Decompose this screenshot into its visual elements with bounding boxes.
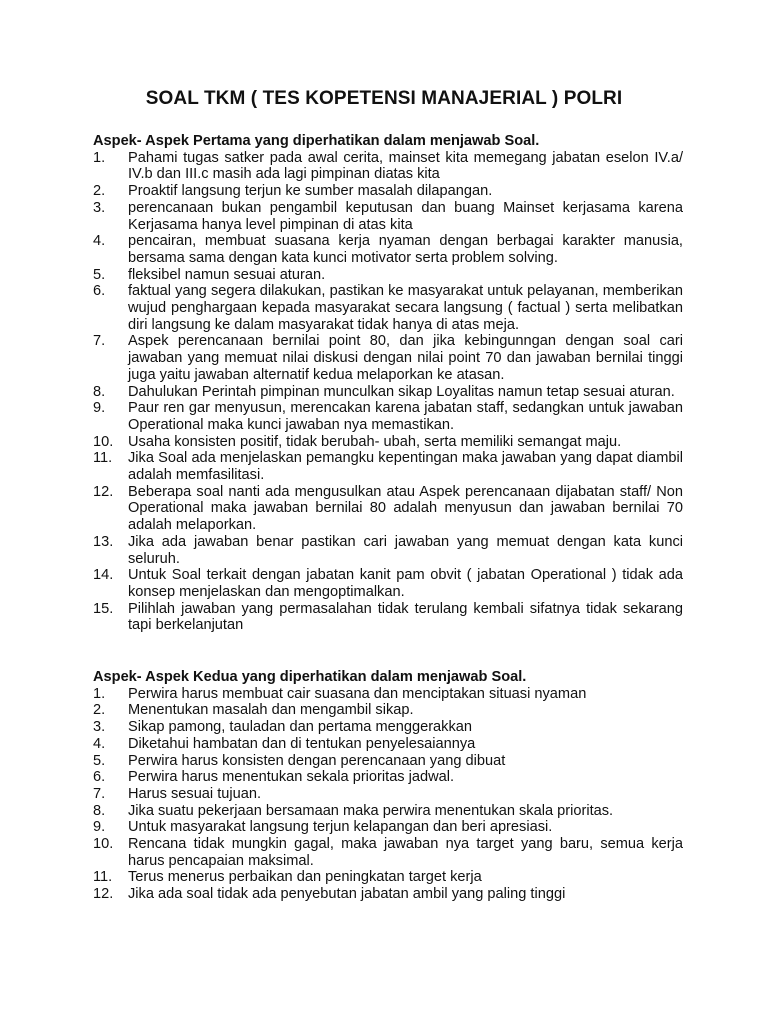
list-item-text: Pilihlah jawaban yang permasalahan tidak terulang kembali sifatnya tidak sekarang tapi berkelanjutan [128,600,683,634]
list-item-number: 13. [93,533,114,550]
numbered-list [93,686,683,903]
list-item [93,769,683,786]
list-item-number: 6. [93,769,106,786]
list-item-number: 4. [93,735,106,752]
list-item-number: 2. [93,183,106,200]
list-item-number: 9. [93,819,106,836]
list-item-text: Perwira harus konsisten dengan perencanaan yang dibuat [128,752,506,769]
list-item-number: 4. [93,233,106,250]
list-item [93,233,683,266]
list-item-number: 1. [93,149,106,166]
list-item [93,786,683,803]
list-item-text: Dahulukan Perintah pimpinan munculkan sikap Loyalitas namun tetap sesuai aturan. [128,383,675,400]
list-item-text: Terus menerus perbaikan dan peningkatan target kerja [128,869,482,886]
list-item [93,736,683,753]
list-item-number: 3. [93,199,106,216]
list-item-number: 14. [93,567,114,584]
list-item-number: 5. [93,266,106,283]
list-item [93,719,683,736]
list-item-text: Pahami tugas satker pada awal cerita, mainset kita memegang jabatan eselon IV.a/ IV.b dan III.c masih ada lagi pimpinan diatas kita [128,149,683,183]
list-item-number: 2. [93,702,106,719]
list-item [93,702,683,719]
list-item-text: Sikap pamong, tauladan dan pertama menggerakkan [128,719,472,736]
list-item-text: Paur ren gar menyusun, merencakan karena jabatan staff, sedangkan untuk jawaban Operational maka kunci jawaban nya memastikan. [128,400,683,433]
list-item-text: Jika Soal ada menjelaskan pemangku kepentingan maka jawaban yang dapat diambil adalah memfasilitasi. [128,450,683,484]
list-item-text: faktual yang segera dilakukan, pastikan ke masyarakat untuk pelayanan, memberikan wujud penghargaan kepada masyarakat secara langsung ( factual ) serta melibatkan diri langsung ke dalam masyarakat tidak hanya di atas meja. [128,283,683,333]
list-item [93,836,683,869]
list-item-number: 15. [93,600,114,617]
list-item [93,686,683,703]
list-item [93,567,683,600]
list-item-number: 5. [93,752,106,769]
list-item-text: Beberapa soal nanti ada mengusulkan atau Aspek perencanaan dijabatan staff/ Non Operational maka jawaban bernilai 80 adalah menyusun dan jawaban bernilai 70 adalah melaporkan. [128,483,683,534]
list-item [93,753,683,770]
list-item-text: pencairan, membuat suasana kerja nyaman dengan berbagai karakter manusia, bersama sama dengan kata kunci motivator serta problem solving. [128,233,683,266]
list-item-text: Diketahui hambatan dan di tentukan penyelesaiannya [128,735,476,752]
list-item [93,601,683,634]
list-item [93,819,683,836]
list-item-number: 12. [93,483,114,500]
list-item-text: Perwira harus menentukan sekala prioritas jadwal. [128,769,455,786]
list-item [93,803,683,820]
list-item-number: 12. [93,886,114,903]
list-item-text: Aspek perencanaan bernilai point 80, dan jika kebingunngan dengan soal cari jawaban yang memuat nilai diskusi dengan nilai point 70 dan jawaban bernilai tinggi juga yaitu jawaban alternatif kedua melaporkan ke atasan. [128,333,683,383]
list-item-text: fleksibel namun sesuai aturan. [128,266,326,283]
list-item-number: 7. [93,785,106,802]
list-item [93,333,683,383]
list-item [93,886,683,903]
list-item-text: Menentukan masalah dan mengambil sikap. [128,702,414,719]
list-item-number: 3. [93,719,106,736]
list-item-text: perencanaan bukan pengambil keputusan dan buang Mainset kerjasama karena Kerjasama hanya level pimpinan di atas kita [128,199,683,233]
list-item-number: 6. [93,283,106,300]
section-second-aspects [93,669,683,903]
numbered-list [93,150,683,634]
list-item [93,534,683,567]
list-item-text: Jika ada soal tidak ada penyebutan jabatan ambil yang paling tinggi [128,886,566,903]
list-item [93,200,683,233]
list-item-text: Usaha konsisten positif, tidak berubah- ubah, serta memiliki semangat maju. [128,433,622,450]
list-item-text: Proaktif langsung terjun ke sumber masalah dilapangan. [128,183,493,200]
list-item [93,484,683,534]
list-item-text: Untuk masyarakat langsung terjun kelapangan dan beri apresiasi. [128,819,553,836]
list-item [93,869,683,886]
list-item [93,450,683,483]
list-item-text: Jika suatu pekerjaan bersamaan maka perwira menentukan skala prioritas. [128,802,614,819]
list-item-number: 8. [93,802,106,819]
list-item [93,150,683,183]
list-item-number: 11. [93,869,113,886]
list-item-number: 1. [93,685,106,702]
list-item-number: 8. [93,383,106,400]
list-item-text: Untuk Soal terkait dengan jabatan kanit pam obvit ( jabatan Operational ) tidak ada konsep menjelaskan dan mengoptimalkan. [128,567,683,600]
list-item [93,183,683,200]
list-item [93,400,683,433]
list-item-number: 9. [93,400,106,417]
list-item [93,283,683,333]
list-item [93,434,683,451]
list-item-text: Jika ada jawaban benar pastikan cari jawaban yang memuat dengan kata kunci seluruh. [128,533,683,567]
list-item-number: 10. [93,433,114,450]
section-heading: Aspek- Aspek Kedua yang diperhatikan dalam menjawab Soal. [93,669,527,685]
document-title: SOAL TKM ( TES KOPETENSI MANAJERIAL ) POLRI [145,88,623,109]
list-item [93,267,683,284]
list-item-number: 7. [93,333,106,350]
list-item [93,384,683,401]
list-item-number: 11. [93,450,113,467]
section-first-aspects [93,133,683,634]
list-item-text: Rencana tidak mungkin gagal, maka jawaban nya target yang baru, semua kerja harus pencapaian maksimal. [128,836,683,869]
section-heading: Aspek- Aspek Pertama yang diperhatikan dalam menjawab Soal. [93,133,540,149]
list-item-text: Perwira harus membuat cair suasana dan menciptakan situasi nyaman [128,685,587,702]
list-item-text: Harus sesuai tujuan. [128,785,262,802]
list-item-number: 10. [93,836,114,853]
